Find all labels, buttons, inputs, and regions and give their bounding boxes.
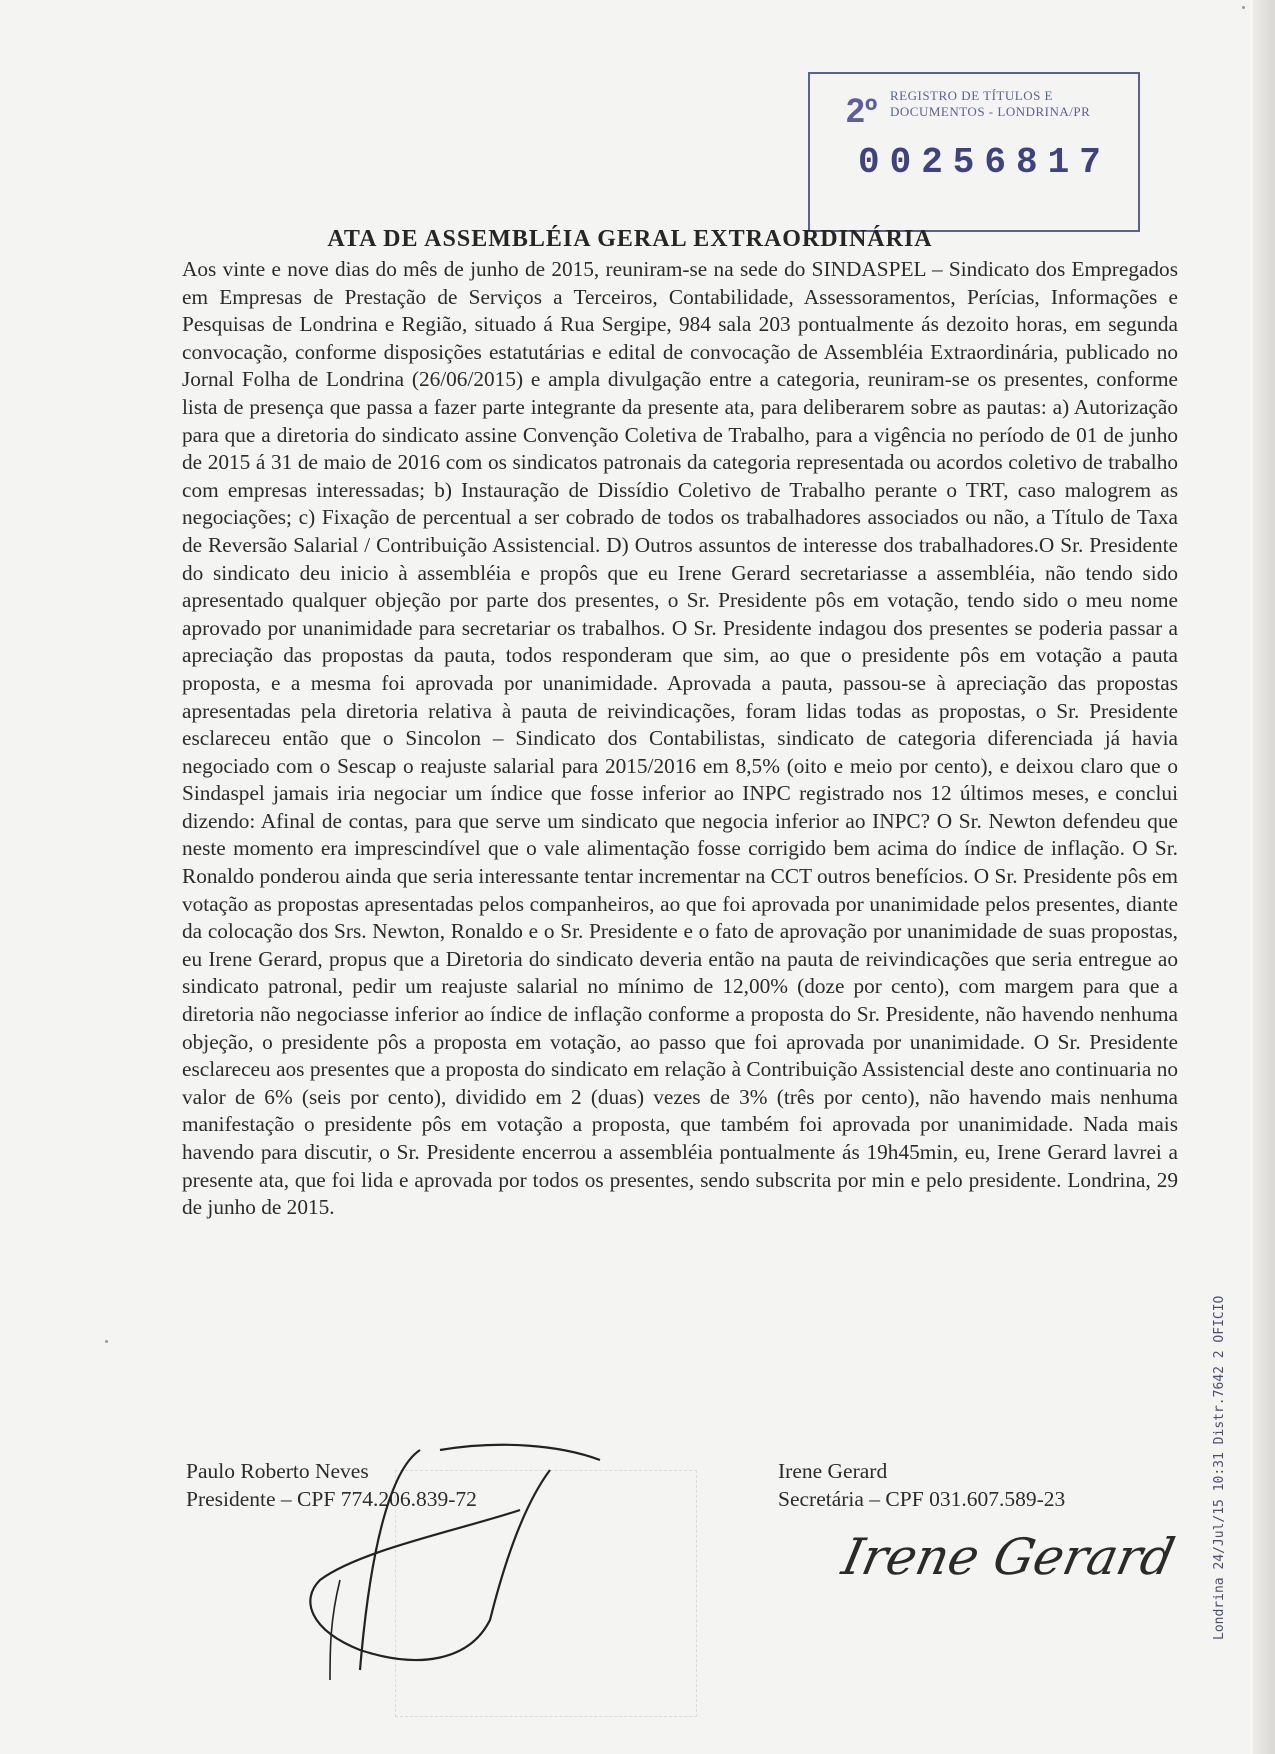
secretary-role: Secretária – CPF 031.607.589-23 (778, 1487, 1066, 1511)
registry-title: REGISTRO DE TÍTULOS E DOCUMENTOS - LONDRINA/PR (890, 88, 1091, 119)
registry-number: 00256817 (858, 142, 1111, 183)
speck (1242, 6, 1245, 9)
president-name: Paulo Roberto Neves (186, 1459, 369, 1483)
president-role: Presidente – CPF 774.206.839-72 (186, 1487, 477, 1511)
secretary-name: Irene Gerard (778, 1459, 888, 1483)
speck (105, 1340, 108, 1343)
registry-margin-note: Londrina 24/Jul/15 10:31 Distr.7642 2 OFICIO (1212, 1295, 1227, 1640)
president-handwritten-signature (300, 1430, 620, 1690)
registry-stamp (808, 72, 1140, 232)
document-title: ATA DE ASSEMBLÉIA GERAL EXTRAORDINÁRIA (327, 226, 933, 252)
registry-logo: 2º (846, 92, 878, 130)
paper-edge (1253, 0, 1275, 1754)
secretary-handwritten-signature (837, 1512, 1180, 1602)
document-body: Aos vinte e nove dias do mês de junho de 2015, reuniram-se na sede do SINDASPEL – Sindicato dos Empregados em Empresas de Prestação de Serviços a Terceiros, Contabilidade, Assessoramentos, Perícias, Informações e Pesquisas de Londrina e Região, situado á Rua Sergipe, 984 sala 203 pontualmente ás dezoito horas, em segunda convocação, conforme disposições estatutárias e edital de convocação de Assembléia Extraordinária, publicado no Jornal Folha de Londrina (26/06/2015) e ampla divulgação entre a categoria, reuniram-se os presentes, conforme lista de presença que passa a fazer parte integrante da presente ata, para deliberarem sobre as pautas: a) Autorização para que a diretoria do sindicato assine Convenção Coletiva de Trabalho, para a vigência no período de 01 de junho de 2015 á 31 de maio de 2016 com os sindicatos patronais da categoria representada ou acordos coletivo de trabalho com empresas interessadas; b) Instauração de Dissídio Coletivo de Trabalho perante o TRT, caso malogrem as negociações; c) Fixação de percentual a ser cobrado de todos os trabalhadores associados ou não, a Título de Taxa de Reversão Salarial / Contribuição Assistencial. D) Outros assuntos de interesse dos trabalhadores.O Sr. Presidente do sindicato deu inicio à assembléia e propôs que eu Irene Gerard secretariasse a assembléia, não tendo sido apresentado qualquer objeção por parte dos presentes, o Sr. Presidente pôs em votação, tendo sido o meu nome aprovado por unanimidade para secretariar os trabalhos. O Sr. Presidente indagou dos presentes se poderia passar a apreciação das propostas da pauta, todos responderam que sim, ao que o presidente pôs em votação a pauta proposta, e a mesma foi aprovada por unanimidade. Aprovada a pauta, passou-se à apreciação das propostas apresentadas pela diretoria relativa à pauta de reivindicações, foram lidas todas as propostas, o Sr. Presidente esclareceu então que o Sincolon – Sindicato dos Contabilistas, sindicato de categoria diferenciada já havia negociado com o Sescap o reajuste salarial para 2015/2016 em 8,5% (oito e meio por cento), e deixou claro que o Sindaspel jamais iria negociar um índice que fosse inferior ao INPC registrado nos 12 últimos meses, e conclui dizendo: Afinal de contas, para que serve um sindicato que negocia inferior ao INPC? O Sr. Newton defendeu que neste momento era imprescindível que o vale alimentação fosse corrigido bem acima do índice de inflação. O Sr. Ronaldo ponderou ainda que seria interessante tentar incrementar na CCT outros benefícios. O Sr. Presidente pôs em votação as propostas apresentadas pelos companheiros, ao que foi aprovada por unanimidade pelos presentes, diante da colocação dos Srs. Newton, Ronaldo e o Sr. Presidente e o fato de aprovação por unanimidade de suas propostas, eu Irene Gerard, propus que a Diretoria do sindicato deveria então na pauta de reivindicações que seria entregue ao sindicato patronal, pedir um reajuste salarial no mínimo de 12,00% (doze por cento), com margem para que a diretoria não negociasse inferior ao índice de inflação conforme a proposta do Sr. Presidente, não havendo nenhuma objeção, o presidente pôs a proposta em votação, ao passo que foi aprovada por unanimidade. O Sr. Presidente esclareceu aos presentes que a proposta do sindicato em relação à Contribuição Assistencial deste ano continuaria no valor de 6% (seis por cento), dividido em 2 (duas) vezes de 3% (três por cento), não havendo mais nenhuma manifestação o presidente pôs em votação a proposta, que também foi aprovada por unanimidade. Nada mais havendo para discutir, o Sr. Presidente encerrou a assembléia pontualmente ás 19h45min, eu, Irene Gerard lavrei a presente ata, que foi lida e aprovada por todos os presentes, sendo subscrita por min e pelo presidente. Londrina, 29 de junho de 2015. (182, 257, 1178, 1220)
secretary-signature-text: Irene Gerard (837, 1527, 1180, 1586)
secretary-signature-block (778, 1457, 1065, 1513)
